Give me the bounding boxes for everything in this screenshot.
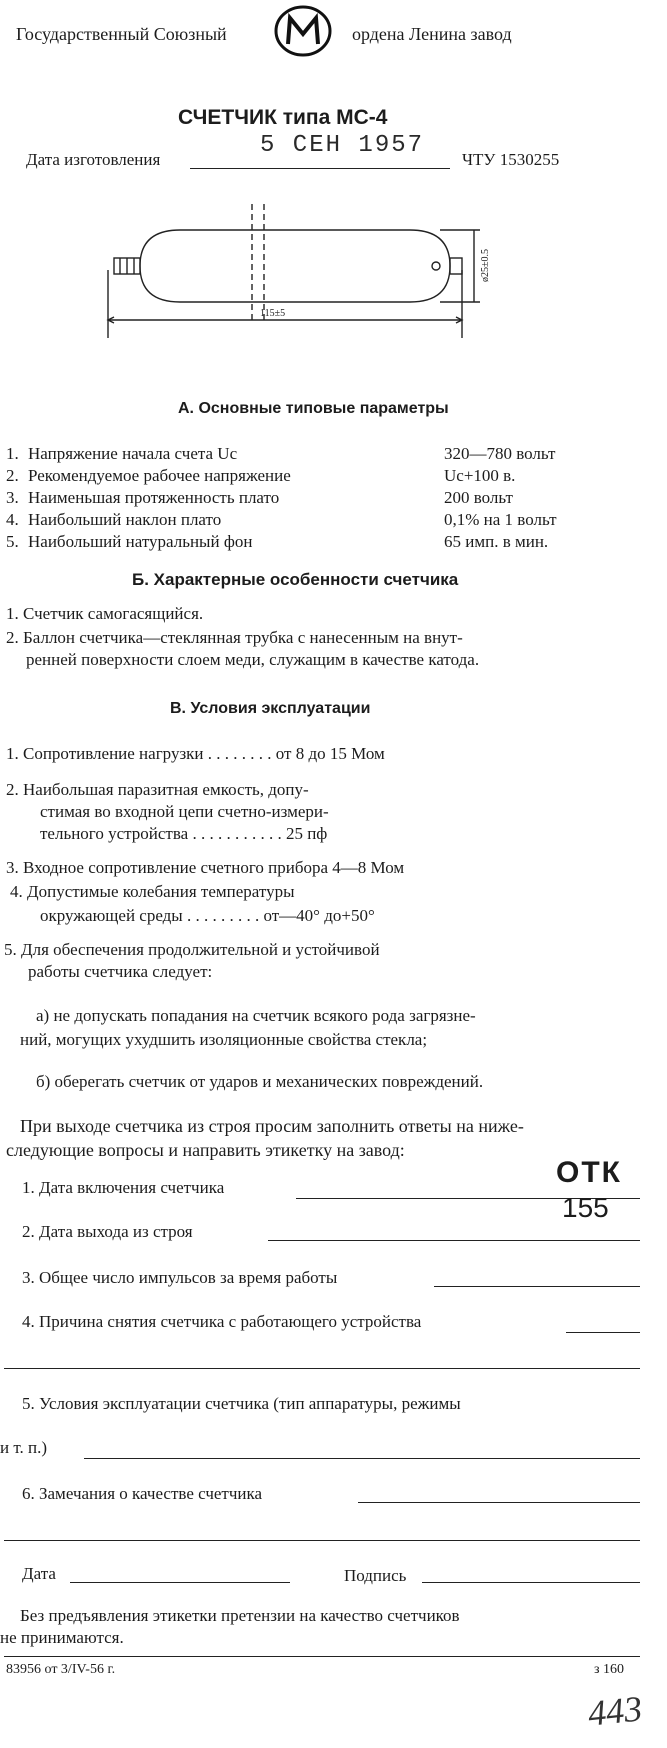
- print-order-code: 83956 от 3/IV-56 г.: [6, 1662, 116, 1677]
- handwritten-number: 443: [586, 1688, 644, 1734]
- factory-logo: [268, 4, 338, 58]
- param-row-3-label: 3. Наименьшая протяженность плато: [6, 488, 280, 507]
- feature-2-line-2: ренней поверхности слоем меди, служащим в качестве катода.: [26, 650, 480, 669]
- question-2: 2. Дата выхода из строя: [22, 1222, 193, 1241]
- section-b-title: Б. Характерные особенности счетчика: [132, 570, 459, 589]
- signature-label: Подпись: [344, 1566, 407, 1585]
- section-a-title: А. Основные типовые параметры: [178, 400, 449, 417]
- section-c-title: В. Условия эксплуатации: [170, 700, 371, 717]
- otk-number: 155: [562, 1192, 609, 1223]
- feature-1: 1. Счетчик самогасящийся.: [6, 604, 204, 623]
- param-row-1-label: 1. Напряжение начала счета Uс: [6, 444, 238, 463]
- param-row-3-value: 200 вольт: [444, 488, 513, 507]
- condition-1: 1. Сопротивление нагрузки . . . . . . . . от 8 до 15 Мом: [6, 744, 385, 763]
- question-1: 1. Дата включения счетчика: [22, 1178, 225, 1197]
- length-dimension: 115±5: [260, 308, 286, 319]
- question-3: 3. Общее число импульсов за время работы: [22, 1268, 338, 1287]
- question-5-line-2: и т. п.): [0, 1438, 48, 1457]
- condition-3: 3. Входное сопротивление счетного прибора 4—8 Мом: [6, 858, 405, 877]
- param-row-2-value: Uс+100 в.: [444, 466, 516, 485]
- print-quantity: з 160: [594, 1662, 625, 1677]
- question-5-line-1: 5. Условия эксплуатации счетчика (тип аппаратуры, режимы: [22, 1394, 461, 1413]
- questions-intro-line-1: При выходе счетчика из строя просим заполнить ответы на ниже-: [20, 1116, 524, 1136]
- spec-number: ЧТУ 1530255: [462, 150, 560, 169]
- date-stamp: 5 СЕН 1957: [260, 132, 425, 159]
- question-6: 6. Замечания о качестве счетчика: [22, 1484, 263, 1503]
- date-label: Дата: [22, 1564, 56, 1583]
- param-row-5-label: 5. Наибольший натуральный фон: [6, 532, 253, 551]
- param-row-4-label: 4. Наибольший наклон плато: [6, 510, 222, 529]
- header-right: ордена Ленина завод: [352, 24, 512, 44]
- param-row-2-label: 2. Рекомендуемое рабочее напряжение: [6, 466, 291, 485]
- condition-2-line-3: тельного устройства . . . . . . . . . . . 25 пф: [40, 824, 328, 843]
- condition-5-line-1: 5. Для обеспечения продолжительной и устойчивой: [4, 940, 380, 959]
- param-row-1-value: 320—780 вольт: [444, 444, 556, 463]
- otk-stamp: ОТК: [556, 1156, 622, 1189]
- param-row-5-value: 65 имп. в мин.: [444, 532, 549, 551]
- condition-5-line-2: работы счетчика следует:: [28, 962, 213, 981]
- manufacture-date-label: Дата изготовления: [26, 150, 161, 169]
- header-left: Государственный Союзный: [16, 24, 227, 44]
- condition-5b: б) оберегать счетчик от ударов и механических повреждений.: [36, 1072, 484, 1091]
- diameter-dimension: ø25±0.5: [480, 249, 491, 282]
- claims-note-line-2: не принимаются.: [0, 1628, 124, 1647]
- condition-5a-line-2: ний, могущих ухудшить изоляционные свойства стекла;: [20, 1030, 428, 1049]
- condition-4-line-1: 4. Допустимые колебания температуры: [10, 882, 295, 901]
- questions-intro-line-2: следующие вопросы и направить этикетку на завод:: [6, 1140, 405, 1160]
- condition-5a-line-1: а) не допускать попадания на счетчик всякого рода загрязне-: [36, 1006, 476, 1025]
- claims-note-line-1: Без предъявления этикетки претензии на качество счетчиков: [20, 1606, 460, 1625]
- question-4: 4. Причина снятия счетчика с работающего устройства: [22, 1312, 422, 1331]
- condition-2-line-2: стимая во входной цепи счетно-измери-: [40, 802, 329, 821]
- condition-2-line-1: 2. Наибольшая паразитная емкость, допу-: [6, 780, 309, 799]
- feature-2-line-1: 2. Баллон счетчика—стеклянная трубка с нанесенным на внут-: [6, 628, 463, 647]
- page-title: СЧЕТЧИК типа МС-4: [178, 106, 388, 129]
- condition-4-line-2: окружающей среды . . . . . . . . . от—40° до+50°: [40, 906, 375, 925]
- param-row-4-value: 0,1% на 1 вольт: [444, 510, 557, 529]
- counter-tube-drawing: [100, 192, 500, 352]
